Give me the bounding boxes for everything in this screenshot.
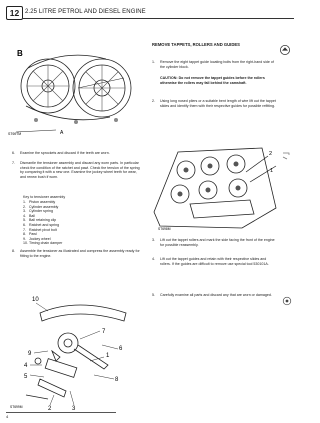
- fig3-callout-8: 8: [115, 377, 119, 383]
- fig3-callout-5: 5: [24, 374, 28, 380]
- footer-rule: [6, 412, 116, 413]
- fig3-callout-1: 1: [106, 353, 110, 359]
- fig3-callout-10: 10: [32, 297, 39, 303]
- step-text: Carefully examine all parts and discard any that are worn or damaged.: [160, 293, 272, 297]
- key-item: 5. Ball retaining clip: [23, 218, 57, 223]
- sprocket-figure: [6, 40, 146, 138]
- fig1-letter-b: B: [17, 49, 23, 58]
- right-step-4: [152, 257, 278, 266]
- step-number: 3.: [152, 238, 155, 242]
- page-header-title: 2.25 LITRE PETROL AND DIESEL ENGINE: [25, 9, 146, 15]
- key-list: [23, 200, 133, 246]
- fig3-callout-3: 3: [72, 406, 76, 411]
- step-text: Examine the sprockets and discard if the teeth are worn.: [20, 151, 110, 155]
- fig3-callout-2: 2: [48, 406, 52, 411]
- fig3-callout-6: 6: [119, 346, 123, 352]
- step-text: Assemble the tensioner as illustrated and compress the assembly ready for fitting to the engine.: [20, 249, 140, 258]
- land-rover-logo-icon: [279, 43, 291, 55]
- land-rover-logo-icon-lower: [282, 293, 292, 303]
- tensioner-figure: [8, 287, 140, 411]
- key-item: 3. Cylinder spring: [23, 209, 53, 214]
- header-rule: [22, 18, 294, 19]
- step-text: Remove the eight tappet guide locating bolts from the right-hand side of the cylinder block.: [160, 60, 274, 69]
- right-section-heading: REMOVE TAPPETS, ROLLERS AND GUIDES: [152, 42, 240, 47]
- fig3-callout-9: 9: [28, 351, 32, 357]
- tensioner-key: [23, 195, 133, 246]
- fig3-callout-4: 4: [24, 363, 28, 369]
- fig2-callout-1: 1: [270, 168, 274, 174]
- step-number: 1.: [152, 60, 155, 64]
- caution-note: [160, 76, 278, 85]
- key-item: 9. Jockey wheel: [23, 236, 51, 241]
- key-item: 7. Ratchet pivot bolt: [23, 227, 57, 232]
- step-text: Lift out the tappet rollers and mark the side facing the front of the engine for possible reassembly.: [160, 238, 275, 247]
- key-item: 4. Ball: [23, 213, 35, 218]
- right-step-1: [152, 60, 278, 69]
- step-number: 4.: [152, 257, 155, 261]
- fig3-code: ST699M: [10, 405, 23, 409]
- section-badge: 12: [6, 6, 23, 20]
- left-step-8: [12, 249, 142, 258]
- key-title: Key to tensioner assembly: [23, 195, 66, 199]
- key-item: 6. Ratchet and spring: [23, 223, 60, 228]
- fig1-callout-a: A: [60, 130, 64, 136]
- fig3-callout-7: 7: [102, 329, 106, 335]
- key-item: 8. Pawl: [23, 232, 37, 237]
- key-item: 2. Cylinder assembly: [23, 204, 59, 209]
- step-text: Dismantle the tensioner assembly and discard any worn parts. In particular check the condition of the ratchet and pawl. Check the tension of the spring by comparing it with a new one. Examine the jockey wheel teeth for wear, and renew bush if worn.: [20, 161, 140, 179]
- left-step-6: [12, 151, 142, 156]
- left-step-7: [12, 161, 142, 179]
- step-text: Lift out the tappet guides and retain with their respective slides and rollers. If the guides are difficult to remove use special tool 530101A.: [160, 257, 269, 266]
- right-step-3: [152, 238, 278, 247]
- step-number: 7.: [12, 161, 15, 165]
- margin-mark-icon: [281, 148, 291, 158]
- caution-text: CAUTION: Do not remove the tappet guides before the rollers otherwise the rollers may fall behind the camshaft.: [160, 76, 265, 85]
- fig2-callout-2: 2: [269, 151, 273, 157]
- right-step-5: [152, 293, 278, 298]
- step-number: 6.: [12, 151, 15, 155]
- step-text: Using long nosed pliers or a suitable bent length of wire lift out the tappet slides and identify them with their respective guides for possible refitting.: [160, 99, 276, 108]
- key-item: 10. Timing chain damper: [23, 241, 63, 246]
- step-number: 5.: [152, 293, 155, 297]
- tappet-block-figure: [150, 142, 280, 234]
- page-number: 4: [6, 414, 9, 419]
- fig2-code: ST698M: [158, 227, 171, 231]
- step-number: 8.: [12, 249, 15, 253]
- step-number: 2.: [152, 99, 155, 103]
- fig1-code: ST697M: [8, 132, 22, 136]
- key-item: 1. Piston assembly: [23, 200, 56, 205]
- right-step-2: [152, 99, 278, 108]
